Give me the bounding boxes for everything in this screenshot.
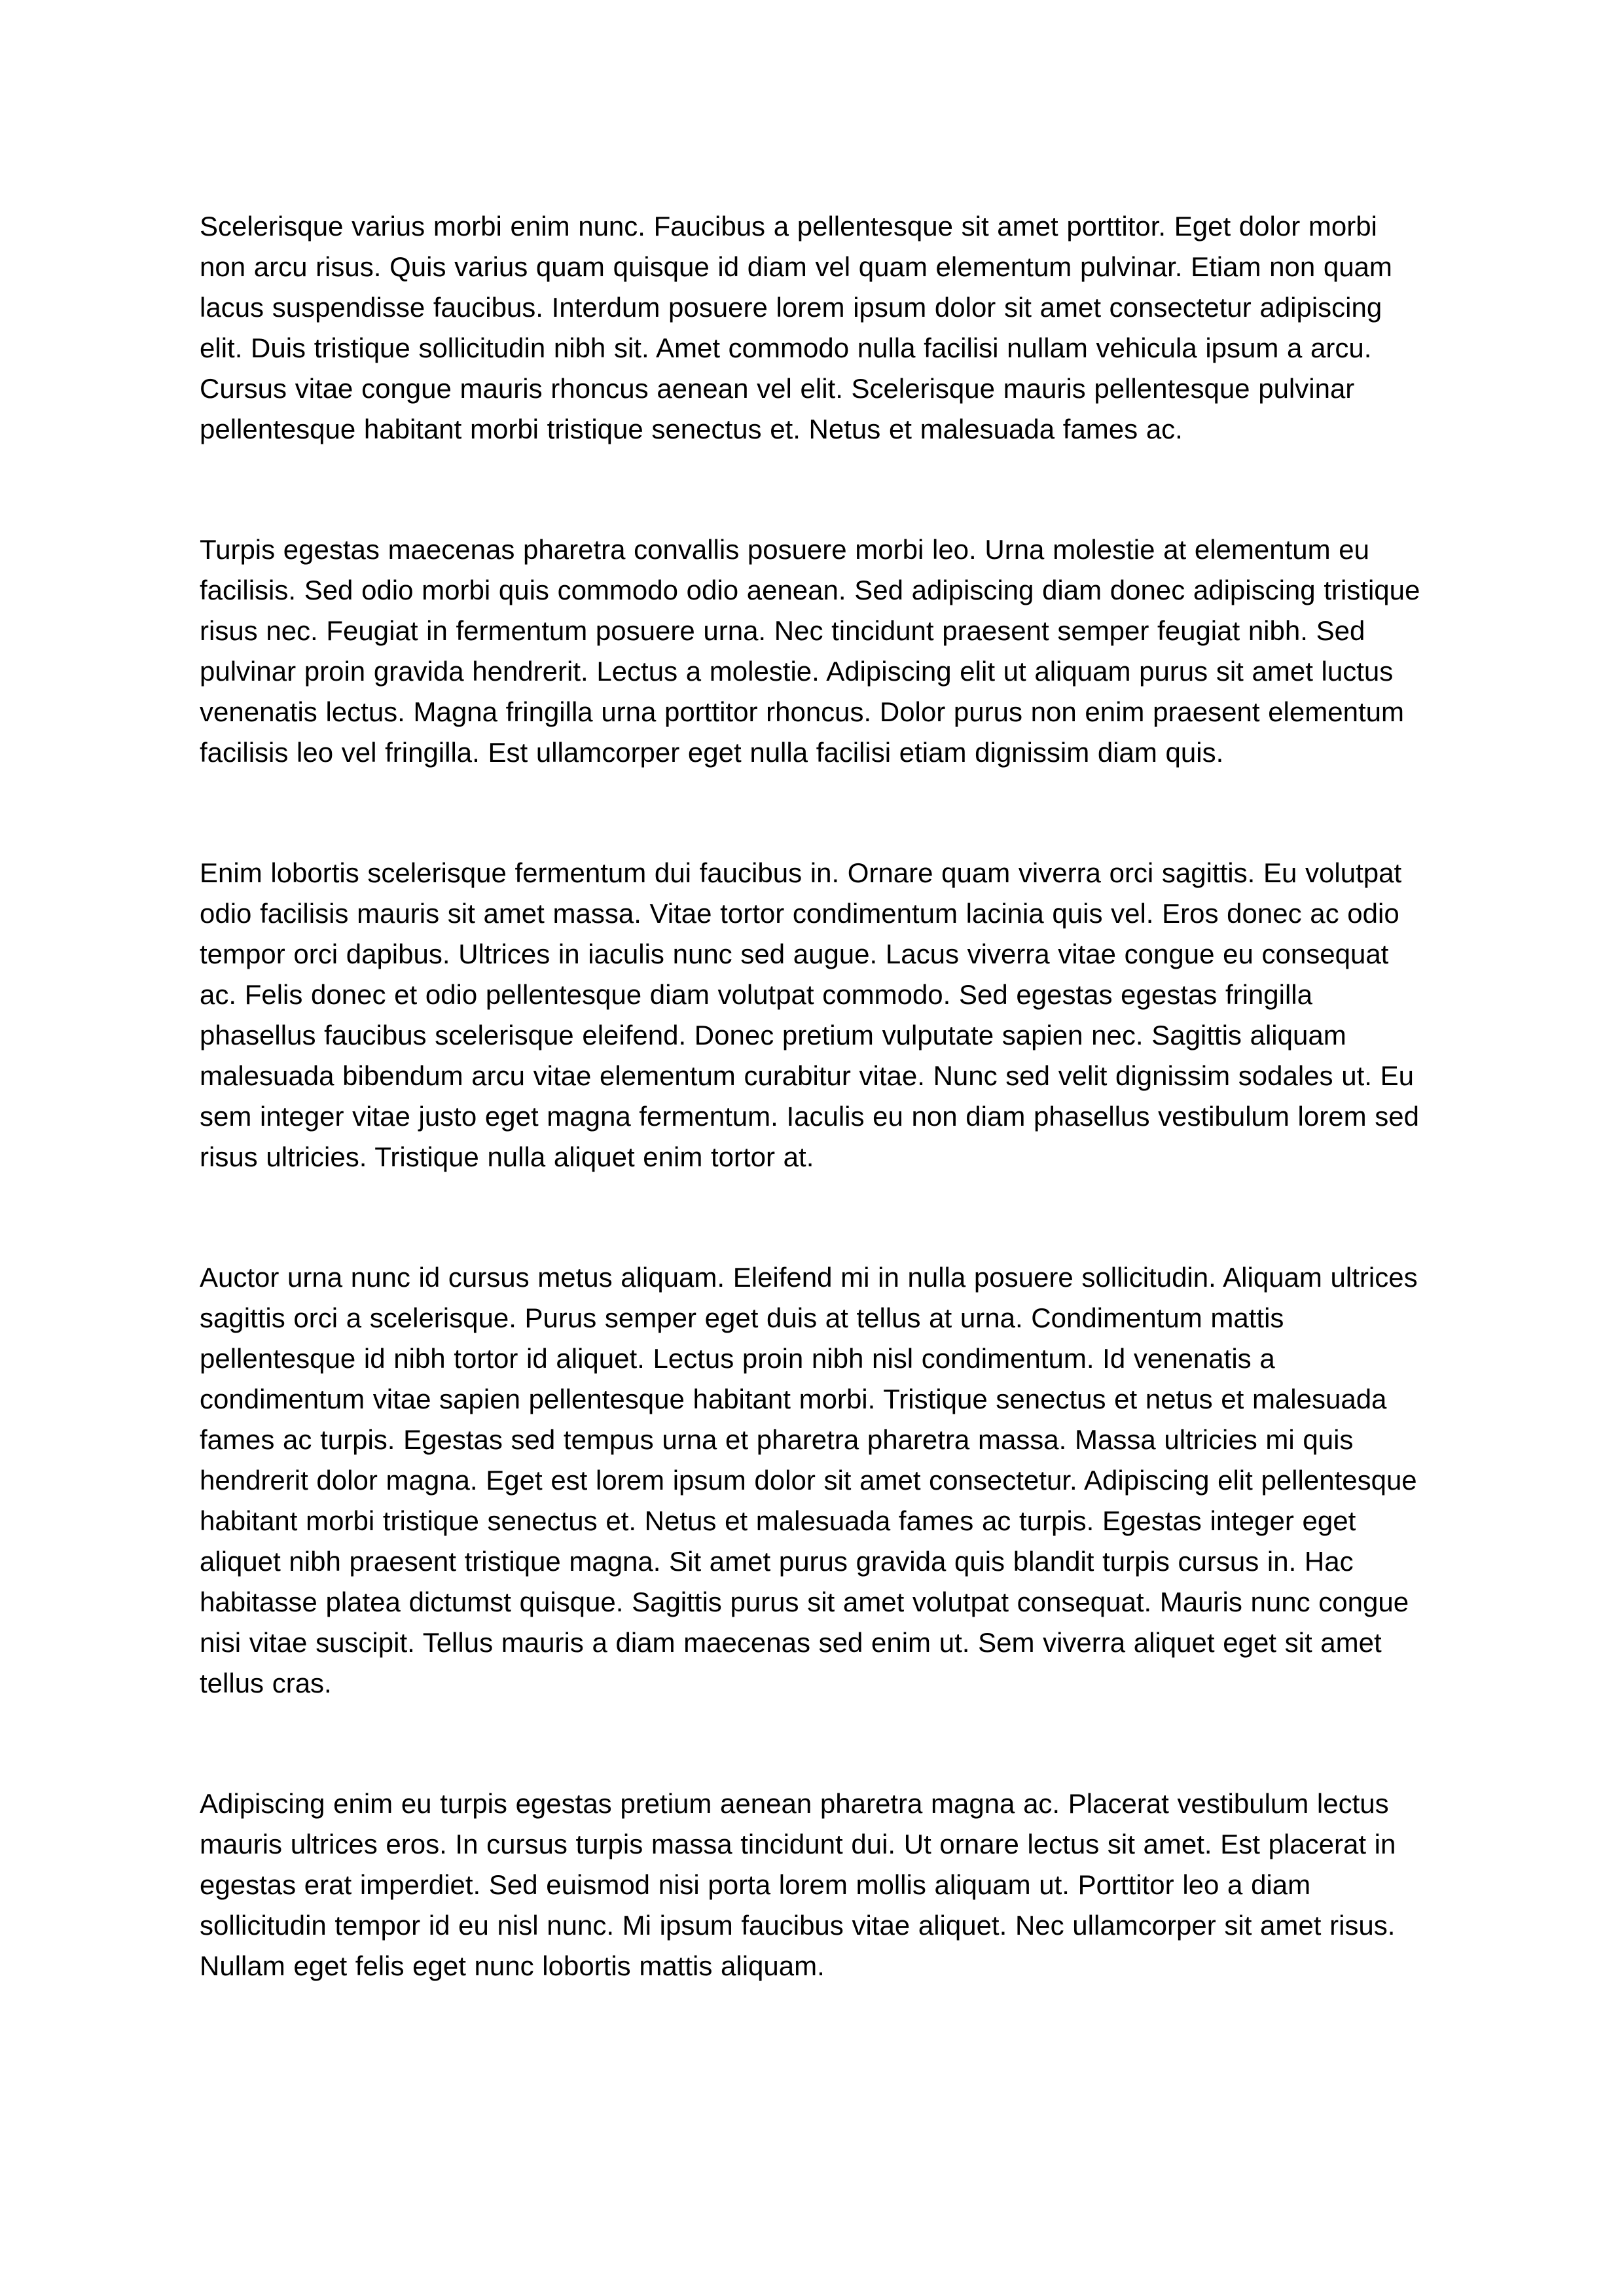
paragraph-4: Auctor urna nunc id cursus metus aliquam. Eleifend mi in nulla posuere sollicitudin. Aliquam ultrices sagittis orci a scelerisque. Purus semper eget duis at tellus at urna. Condimentum mattis pellentesque id nibh tortor id aliquet. Lectus proin nibh nisl condimentum. Id venenatis a condimentum vitae sapien pellentesque habitant morbi. Tristique senectus et netus et malesuada fames ac turpis. Egestas sed tempus urna et pharetra pharetra massa. Massa ultricies mi quis hendrerit dolor magna. Eget est lorem ipsum dolor sit amet consectetur. Adipiscing elit pellentesque habitant morbi tristique senectus et. Netus et malesuada fames ac turpis. Egestas integer eget aliquet nibh praesent tristique magna. Sit amet purus gravida quis blandit turpis cursus in. Hac habitasse platea dictumst quisque. Sagittis purus sit amet volutpat consequat. Mauris nunc congue nisi vitae suscipit. Tellus mauris a diam maecenas sed enim ut. Sem viverra aliquet eget sit amet tellus cras. [200,1262,1418,1698]
paragraph-1: Scelerisque varius morbi enim nunc. Faucibus a pellentesque sit amet porttitor. Eget dolor morbi non arcu risus. Quis varius quam quisque id diam vel quam elementum pulvinar. Etiam non quam lacus suspendisse faucibus. Interdum posuere lorem ipsum dolor sit amet consectetur adipiscing elit. Duis tristique sollicitudin nibh sit. Amet commodo nulla facilisi nullam vehicula ipsum a arcu. Cursus vitae congue mauris rhoncus aenean vel elit. Scelerisque mauris pellentesque pulvinar pellentesque habitant morbi tristique senectus et. Netus et malesuada fames ac. [200,211,1392,444]
paragraph-2: Turpis egestas maecenas pharetra convallis posuere morbi leo. Urna molestie at elementum eu facilisis. Sed odio morbi quis commodo odio aenean. Sed adipiscing diam donec adipiscing tristique risus nec. Feugiat in fermentum posuere urna. Nec tincidunt praesent semper feugiat nibh. Sed pulvinar proin gravida hendrerit. Lectus a molestie. Adipiscing elit ut aliquam purus sit amet luctus venenatis lectus. Magna fringilla urna porttitor rhoncus. Dolor purus non enim praesent elementum facilisis leo vel fringilla. Est ullamcorper eget nulla facilisi etiam dignissim diam quis. [200,534,1420,768]
paragraph-3: Enim lobortis scelerisque fermentum dui faucibus in. Ornare quam viverra orci sagittis. Eu volutpat odio facilisis mauris sit amet massa. Vitae tortor condimentum lacinia quis vel. Eros donec ac odio tempor orci dapibus. Ultrices in iaculis nunc sed augue. Lacus viverra vitae congue eu consequat ac. Felis donec et odio pellentesque diam volutpat commodo. Sed egestas egestas fringilla phasellus faucibus scelerisque eleifend. Donec pretium vulputate sapien nec. Sagittis aliquam malesuada bibendum arcu vitae elementum curabitur vitae. Nunc sed velit dignissim sodales ut. Eu sem integer vitae justo eget magna fermentum. Iaculis eu non diam phasellus vestibulum lorem sed risus ultricies. Tristique nulla aliquet enim tortor at. [200,857,1419,1172]
paragraph-5: Adipiscing enim eu turpis egestas pretium aenean pharetra magna ac. Placerat vestibulum lectus mauris ultrices eros. In cursus turpis massa tincidunt dui. Ut ornare lectus sit amet. Est placerat in egestas erat imperdiet. Sed euismod nisi porta lorem mollis aliquam ut. Porttitor leo a diam sollicitudin tempor id eu nisl nunc. Mi ipsum faucibus vitae aliquet. Nec ullamcorper sit amet risus. Nullam eget felis eget nunc lobortis mattis aliquam. [200,1788,1396,1981]
